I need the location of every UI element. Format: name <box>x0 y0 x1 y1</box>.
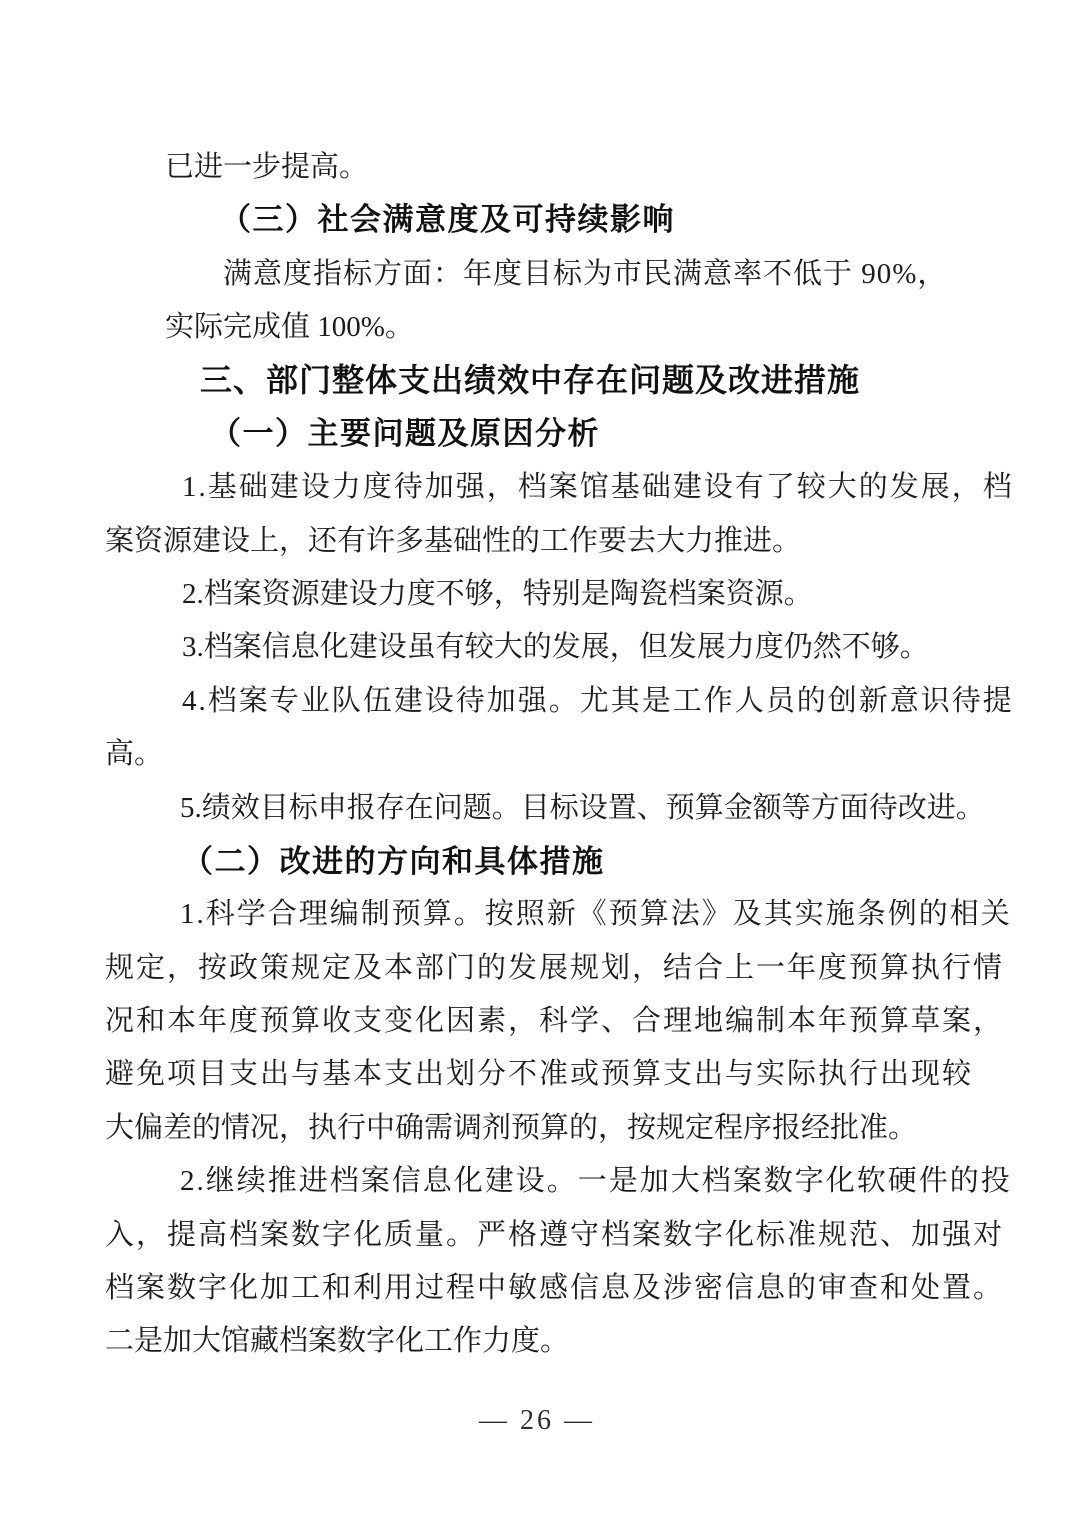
page-number: — 26 — <box>479 1405 595 1436</box>
problem-2-line: 2.档案资源建设力度不够，特别是陶瓷档案资源。 <box>182 578 813 610</box>
heading-part3-problems-and-improvements: 三、部门整体支出绩效中存在问题及改进措施 <box>200 362 861 398</box>
heading-sec3-social-satisfaction: （三）社会满意度及可持续影响 <box>220 202 675 237</box>
measure-1-line-1: 1.科学合理编制预算。按照新《预算法》及其实施条例的相关 <box>180 898 1012 930</box>
problem-4-line-2: 高。 <box>105 738 164 770</box>
measure-2-line-4: 二是加大馆藏档案数字化工作力度。 <box>105 1325 570 1357</box>
para-satisfaction-line-1: 满意度指标方面：年度目标为市民满意率不低于 90%， <box>223 258 948 290</box>
heading-sec2-improvement-measures: （二）改进的方向和具体措施 <box>182 844 605 879</box>
problem-1-line-1: 1.基础建设力度待加强，档案馆基础建设有了较大的发展，档 <box>182 471 1014 503</box>
para-satisfaction-line-2: 实际完成值 100%。 <box>165 311 414 343</box>
problem-5-line: 5.绩效目标申报存在问题。目标设置、预算金额等方面待改进。 <box>180 792 985 824</box>
measure-1-line-2: 规定，按政策规定及本部门的发展规划，结合上一年度预算执行情 <box>105 952 1005 984</box>
measure-2-line-3: 档案数字化加工和利用过程中敏感信息及涉密信息的审查和处置。 <box>105 1272 1005 1304</box>
measure-1-line-3: 况和本年度预算收支变化因素，科学、合理地编制本年预算草案， <box>105 1005 1005 1037</box>
problem-3-line: 3.档案信息化建设虽有较大的发展，但发展力度仍然不够。 <box>182 631 929 663</box>
prev-paragraph-end-line: 已进一步提高。 <box>165 151 369 183</box>
problem-1-line-2: 案资源建设上，还有许多基础性的工作要去大力推进。 <box>105 525 802 557</box>
measure-2-line-1: 2.继续推进档案信息化建设。一是加大档案数字化软硬件的投 <box>180 1165 1012 1197</box>
heading-sec1-main-problems: （一）主要问题及原因分析 <box>210 416 600 451</box>
measure-2-line-2: 入，提高档案数字化质量。严格遵守档案数字化标准规范、加强对 <box>105 1219 1005 1251</box>
measure-1-line-5: 大偏差的情况，执行中确需调剂预算的，按规定程序报经批准。 <box>105 1112 918 1144</box>
measure-1-line-4: 避免项目支出与基本支出划分不准或预算支出与实际执行出现较 <box>105 1058 974 1090</box>
problem-4-line-1: 4.档案专业队伍建设待加强。尤其是工作人员的创新意识待提 <box>182 685 1014 717</box>
